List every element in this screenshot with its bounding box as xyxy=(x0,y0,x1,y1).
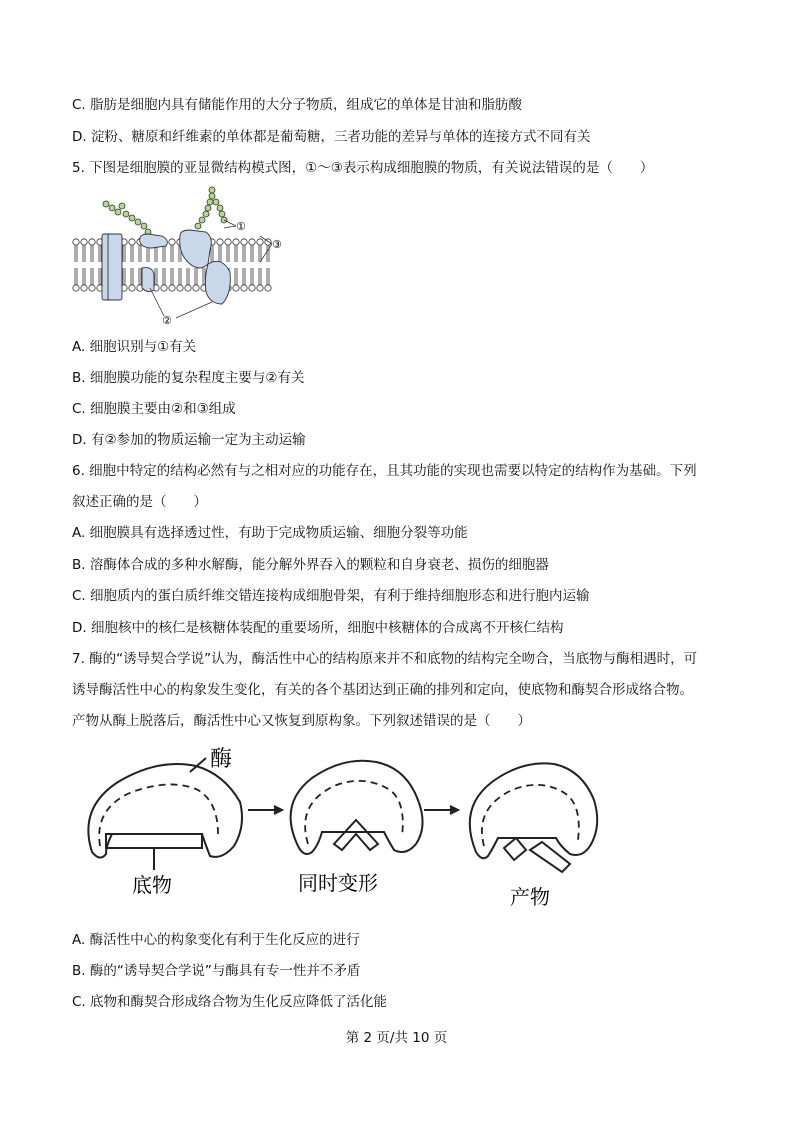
question-7-stem-line-3: 产物从酶上脱落后，酶活性中心又恢复到原构象。下列叙述错误的是（ ） xyxy=(72,713,531,729)
substrate-label: 底物 xyxy=(132,873,172,897)
question-5-option-c: C. 细胞膜主要由②和③组成 xyxy=(72,401,236,417)
option-c-previous: C. 脂肪是细胞内具有储能作用的大分子物质，组成它的单体是甘油和脂肪酸 xyxy=(72,97,523,113)
question-7-option-c: C. 底物和酶契合形成络合物为生化反应降低了活化能 xyxy=(72,994,388,1010)
question-7-stem-line-2: 诱导酶活性中心的构象发生变化，有关的各个基团达到正确的排列和定向，使底物和酶契合形成络合物。 xyxy=(72,682,693,698)
question-6-stem-line-1: 6. 细胞中特定的结构必然有与之相对应的功能存在，且其功能的实现也需要以特定的结构作为基础。下列 xyxy=(72,463,697,479)
option-d-previous: D. 淀粉、糖原和纤维素的单体都是葡萄糖，三者功能的差异与单体的连接方式不同有关 xyxy=(72,129,591,145)
question-5-option-b: B. 细胞膜功能的复杂程度主要与②有关 xyxy=(72,370,305,386)
question-6-stem-line-2: 叙述正确的是（ ） xyxy=(72,494,207,510)
page-footer: 第 2 页/共 10 页 xyxy=(345,1030,448,1046)
question-6-option-d: D. 细胞核中的核仁是核糖体装配的重要场所，细胞中核糖体的合成离不开核仁结构 xyxy=(72,620,564,636)
question-7-option-b: B. 酶的“诱导契合学说”与酶具有专一性并不矛盾 xyxy=(72,963,361,979)
enzyme-label: 酶 xyxy=(210,747,233,772)
question-6-option-c: C. 细胞质内的蛋白质纤维交错连接构成细胞骨架，有利于维持细胞形态和进行胞内运输 xyxy=(72,588,590,604)
question-5-option-a: A. 细胞识别与①有关 xyxy=(72,339,197,355)
question-7-stem-line-1: 7. 酶的“诱导契合学说”认为，酶活性中心的结构原来并不和底物的结构完全吻合，当底物与酶相遇时，可 xyxy=(72,651,698,667)
question-7-option-a: A. 酶活性中心的构象变化有利于生化反应的进行 xyxy=(72,932,360,948)
membrane-label-1: ① xyxy=(236,220,246,233)
question-5-stem: 5. 下图是细胞膜的亚显微结构模式图，①～③表示构成细胞膜的物质，有关说法错误的是（ ） xyxy=(72,160,654,176)
question-6-option-a: A. 细胞膜具有选择透过性，有助于完成物质运输、细胞分裂等功能 xyxy=(72,525,468,541)
enzyme-induced-fit-figure xyxy=(72,742,632,918)
question-6-option-b: B. 溶酶体合成的多种水解酶，能分解外界吞入的颗粒和自身衰老、损伤的细胞器 xyxy=(72,557,549,573)
membrane-label-2: ② xyxy=(162,314,172,327)
simultaneous-deformation-label: 同时变形 xyxy=(298,871,378,895)
question-5-option-d: D. 有②参加的物质运输一定为主动运输 xyxy=(72,432,306,448)
membrane-label-3: ③ xyxy=(272,238,282,251)
cell-membrane-figure xyxy=(72,184,302,330)
product-label: 产物 xyxy=(510,885,550,909)
